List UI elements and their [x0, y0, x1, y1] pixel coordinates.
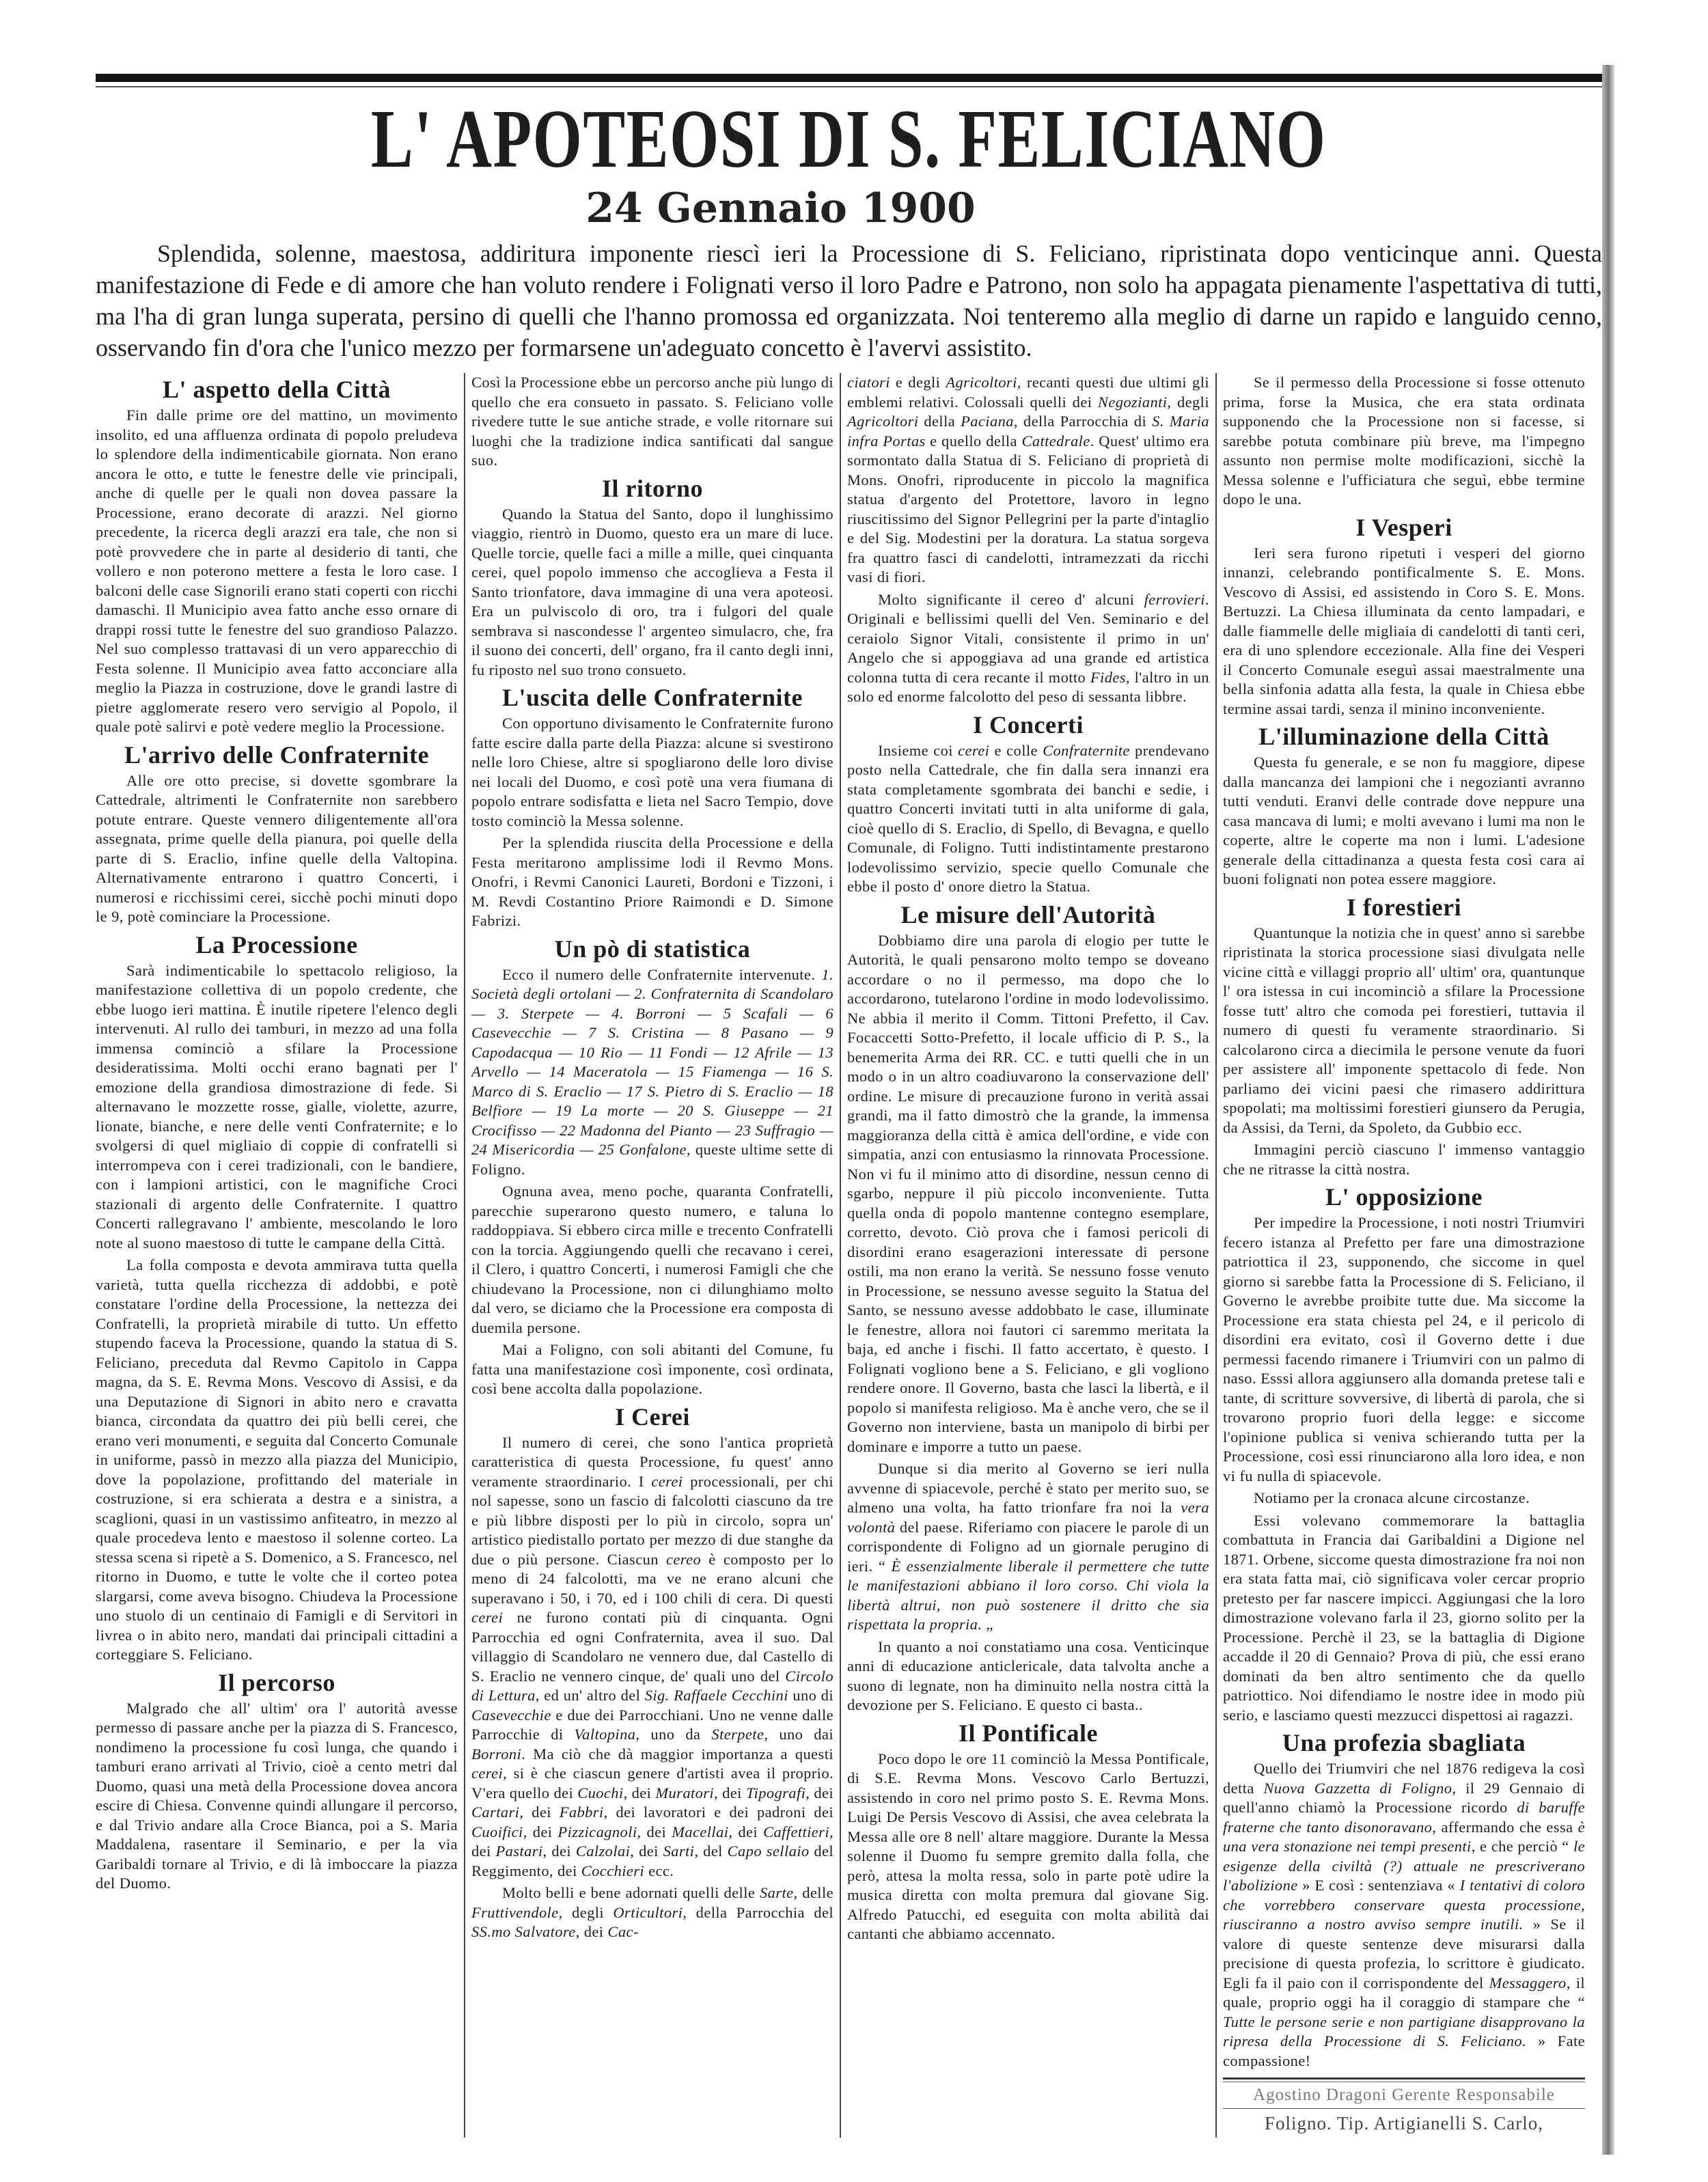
text-run: processionali, per chi nol sapesse, sono un fascio di falcolotti ciascuno da tre e più libbre disposti per lo più in circolo, sopra un' artistico piedistallo portato per mezzo di due stanghe da due o più persone. Ciascun — [471, 1472, 834, 1568]
article-paragraph — [1223, 1511, 1585, 1726]
article-paragraph — [1223, 1140, 1585, 1179]
text-run: , dei — [523, 1823, 558, 1840]
masthead-thin-rule — [96, 86, 1602, 87]
masthead-rule — [96, 74, 1602, 82]
text-run: , dei — [805, 1784, 834, 1801]
text-run: . Originali e bellissimi quelli del Ven. Seminario e del ceraiolo Signor Vitali, consistente il primo in un' Angelo che si appoggiava ad una grande ed artistica colonna tutta di cera recante il motto — [847, 590, 1209, 686]
italic-text: Casevecchie — [471, 1706, 551, 1724]
italic-text: 1. Società degli ortolani — 2. Confraternita di Scandolaro — 3. Sterpete — 4. Borroni — 5 Scafali — 6 Casevecchie — 7 S. Cristina — 8 Pasano — 9 Capodacqua — 10 Rio — 11 Fondi — 12 Afrile — 13 Arvello — 14 Maceratola — 15 Fiamenga — 16 S. Marco di S. Eraclio — 17 S. Pietro di S. Eraclio — 18 Belfiore — 19 La morte — 20 S. Giuseppe — 21 Crocifisso — 22 Madonna del Pianto — 23 Suffragio — 24 Misericordia — 25 Gonfalone — [471, 965, 834, 1158]
text-run: Malgrado che all' ultim' ora l' autorità avesse permesso di passare anche per la piazza di S. Francesco, nondimeno la processione fu così lunga, che quando i tamburi erano arrivati al Trivio, cioè a cento metri dal Duomo, quasi una metà della Processione dovea ancora escire di Chiesa. Convenne quindi allungare il percorso, e dal Trivio andare alla Croce Bianca, poi a S. Maria Maddalena, rasentare il Seminario, e per la via Garibaldi tornare al Trivio, e di là imboccare la piazza del Duomo. — [96, 1699, 458, 1892]
column-divider — [840, 373, 841, 2138]
text-run: Molto belli e bene adornati quelli delle — [502, 1884, 760, 1901]
text-run: Dunque si dia merito al Governo se ieri nulla avvenne di spiacevole, perché è stato per merito suo, se almeno una volta, ha fatto trionfare fra noi la — [847, 1460, 1209, 1516]
text-run: Fin dalle prime ore del mattino, un movimento insolito, ed una affluenza ordinata di popolo preludeva lo splendore della indimenticabile giornata. Non erano ancora le otto, e tutte le fenestre delle vie principali, anche di quelle per le quali non dovea passare la Processione, erano decorate di arazzi. Nel giorno precedente, la ricerca degli arazzi era tale, che non si potè provvedere che in parte al desiderio di tanti, che vollero e non poterono mettere a festa le loro case. I balconi delle case Signorili erano stati coperti con ricchi damaschi. Il Municipio avea fatto anche esso ornare di drappi rossi tutte le fenestre del suo grandioso Palazzo. Nel suo complesso trattavasi di un vero apparecchio di Festa solenne. Il Municipio avea fatto acconciare alla meglio la Piazza in costruzione, dove le grandi lastre di pietre agglomerate resero vero servigio al Popolo, il quale potè salirvi e potè vedere meglio la Processione. — [96, 406, 458, 735]
section-heading: Il Pontificale — [959, 1719, 1098, 1747]
text-run: Ecco il numero delle Confraternite intervenute. — [502, 965, 822, 983]
italic-text: di baruffe fraterne che tanto disonoravano — [1223, 1799, 1585, 1836]
article-paragraph — [1223, 924, 1585, 1138]
text-run: , degli — [1167, 393, 1209, 411]
article-paragraph — [96, 406, 458, 737]
italic-text: Messaggero — [1489, 1974, 1567, 1991]
italic-text: cereo — [666, 1550, 702, 1568]
column-2 — [471, 373, 834, 2138]
article-paragraph — [471, 965, 834, 1180]
text-run: Il numero di cerei, che sono l'antica proprietà caratteristica di questa Processione, fu quest' anno veramente straordinario. I — [471, 1433, 834, 1490]
section-heading: I Vesperi — [1355, 513, 1452, 541]
text-run: , ed un' altro del — [535, 1687, 645, 1704]
page-title — [96, 93, 1602, 185]
text-run: e quello della — [925, 432, 1022, 450]
italic-text: Cuoifici — [471, 1823, 523, 1840]
text-run: In quanto a noi constatiamo una cosa. Venticinque anni di educazione anticlericale, data talvolta anche a suono di legnate, non ha diminuito nella nostra città la devozione per S. Feliciano. E questo ci basta.. — [847, 1638, 1209, 1713]
italic-text: Negozianti — [1097, 393, 1168, 411]
italic-text: Pastari — [495, 1842, 543, 1860]
italic-text: Circolo di Lettura — [471, 1667, 834, 1704]
italic-text: Orticultori — [613, 1903, 683, 1921]
text-run: e due dei Parrocchiani. Uno ne venne dalle Parrocchie di — [471, 1706, 834, 1743]
section-heading: L'uscita delle Confraternite — [502, 684, 803, 711]
text-run: » E così : sentenziava « — [1297, 1877, 1460, 1894]
text-run: , dei — [542, 1842, 576, 1860]
text-run: del paese. Riferiamo con piacere le parole di un corrispondente di Foligno ad un giornale perugino di ieri. “ — [847, 1518, 1209, 1575]
italic-text: Tipografi — [745, 1784, 806, 1801]
text-run: , dei — [630, 1842, 663, 1860]
text-run: , recanti questi due ultimi gli emblemi relativi. Colossali quelli dei — [847, 374, 1209, 411]
italic-text: Calzolai — [575, 1842, 631, 1860]
column-3 — [847, 373, 1209, 2138]
text-run: Quando la Statua del Santo, dopo il lunghissimo viaggio, rientrò in Duomo, questo era un mare di luce. Quelle torcie, quelle faci a mille a mille, quei cinquanta cerei, quel popolo immenso che accoglieva a Festa il Santo trionfatore, dava immagine di una vera apoteosi. Era un pulviscolo di oro, tra i fulgori del quale sembrava si nascondesse l' argenteo simulacro, che, fra il suono dei concerti, dell' organo, fra il canto degli inni, fu riposto nel suo trono consueto. — [471, 505, 834, 678]
article-paragraph — [1223, 753, 1585, 889]
text-run: e colle — [989, 741, 1043, 759]
italic-text: Agricoltori — [946, 374, 1017, 391]
italic-text: Paciana — [961, 413, 1014, 430]
text-run: , queste ultime sette di Foligno. — [471, 1141, 834, 1178]
article-paragraph — [471, 714, 834, 831]
section-heading: L'arrivo delle Confraternite — [124, 741, 429, 769]
article-paragraph — [471, 1433, 834, 1881]
article-paragraph — [1223, 1759, 1585, 2071]
text-run: della — [918, 413, 961, 430]
italic-text: vera volontà — [847, 1499, 1209, 1536]
italic-text: Sterpete — [711, 1726, 765, 1743]
text-run: ne furono contati più di cinquanta. Ogni Parrocchia ed ogni Confraternita, avea il suo. Dal villaggio di Scandolaro ne vennero due, dal Castello di S. Eraclio ne vennero cinque, de' quali uno del — [471, 1609, 834, 1685]
italic-text: Sig. Raffaele Cecchini — [644, 1687, 788, 1704]
column-4-body — [1223, 373, 1585, 2071]
section-heading: La Processione — [195, 930, 358, 958]
italic-text: Cuochi — [577, 1784, 624, 1801]
article-paragraph — [471, 373, 834, 471]
text-run: , degli — [558, 1903, 614, 1921]
text-run: , il 29 Gennaio di quell'anno chiamò la Processione ricordo — [1223, 1779, 1585, 1816]
italic-text: Valtopina — [574, 1726, 636, 1743]
text-run: ecc. — [644, 1862, 674, 1879]
text-run: , della Parrocchia del — [683, 1903, 834, 1921]
italic-text: Fabbri — [559, 1804, 604, 1821]
article-paragraph — [471, 1340, 834, 1399]
text-run: » Fate compassione! — [1223, 2032, 1585, 2069]
text-run: Immagini perciò ciascuno l' immenso vantaggio che ne ritrasse la città nostra. — [1223, 1141, 1585, 1178]
italic-text: cerei — [651, 1472, 683, 1490]
text-run: Per la splendida riuscita della Processione e della Festa meritarono amplissime lodi il Revmo Mons. Onofri, i Revmi Canonici Laureti, Bordoni e Tizzoni, i M. Revdi Costantino Priore Raimondi e D. Simone Fabrizi. — [471, 834, 834, 929]
article-paragraph — [847, 741, 1209, 897]
section-heading: I forestieri — [1346, 893, 1462, 921]
italic-text: Fruttivendole — [471, 1903, 559, 1921]
text-run: Sarà indimenticabile lo spettacolo religioso, la manifestazione collettiva di un popolo credente, che ebbe luogo ieri mattina. È inutile ripetere l'elenco degli intervenuti. Al rullo dei tamburi, in mezzo ad una folla immensa cominciò a sfilare la Processione desideratissima. Molti occhi erano bagnati per l' emozione della grandiosa dimostrazione di fede. Si alternavano le mozzette rosse, gialle, violette, azurre, lionate, bianche, e nere delle venti Confraternite; e lo svolgersi di quel migliaio di coppie di confratelli si interrompeva con i cerei tradizionali, con le bandiere, con i lampioni artistici, con le magnifiche Croci stazionali di argento delle Confraternite. I quattro Concerti rallegravano l' ambiente, mescolando le loro note al suono maestoso di tutte le campane della Città. — [96, 961, 458, 1252]
footer-rule — [1223, 2077, 1585, 2082]
article-paragraph — [1223, 544, 1585, 719]
text-run: , dei — [728, 1823, 764, 1840]
italic-text: Macellai — [672, 1823, 729, 1840]
article-paragraph — [96, 1256, 458, 1665]
italic-text: I tentativi di coloro che vorrebbero conservare questa processione, riusciranno a nostro avviso sempre inutili. — [1223, 1877, 1585, 1933]
column-1 — [96, 373, 458, 2138]
text-run: , il quale, proprio oggi ha il coraggio di stampare che “ — [1223, 1974, 1585, 2011]
article-paragraph — [1223, 1489, 1585, 1508]
italic-text: cerei — [471, 1609, 504, 1626]
section-heading: L'illuminazione della Città — [1258, 723, 1549, 750]
issue-date: 24 Gennaio 1900 — [586, 184, 976, 232]
italic-text: Sarti — [663, 1842, 695, 1860]
text-run: , affermando che essa — [1432, 1818, 1578, 1836]
text-run: . Quest' ultimo era sormontato dalla Statua di S. Feliciano di proprietà di Mons. Onofri, riproducente in piccolo la magnifica statua d'argento del Protettore, lavoro in legno riuscitissimo del Signor Pellegrini per la parte d'intaglio e del Sig. Modestini per la doratura. La statua sorgeva fra quattro fasci di candelotti, intramezzati da ricchi vasi di fiori. — [847, 432, 1209, 585]
text-run: Insieme coi — [878, 741, 959, 759]
text-run: , uno dai — [764, 1726, 834, 1743]
text-run: , l'altro in un solo ed enorme falcolotto del peso di sessanta libbre. — [847, 668, 1210, 705]
article-paragraph — [847, 931, 1209, 1457]
italic-text: Cartari — [471, 1804, 520, 1821]
text-run: Notiamo per la cronaca alcune circostanze. — [1254, 1489, 1530, 1506]
text-run: Quello dei Triumviri che nel 1876 redigeva la così detta — [1223, 1760, 1585, 1797]
article-paragraph — [847, 373, 1209, 588]
article-columns — [96, 373, 1602, 2138]
page-title-text: L' APOTEOSI DI S. FELICIANO — [371, 93, 1327, 185]
text-run: , uno da — [635, 1726, 712, 1743]
text-run: , e che perciò “ — [1471, 1838, 1573, 1855]
newspaper-page — [96, 0, 1602, 2179]
text-run: , della Parrocchia di — [1013, 413, 1153, 430]
text-run: Ognuna avea, meno poche, quaranta Confratelli, parecchie superarono questo numero, e taluna lo raddoppiava. Si ebbero circa mille e trecento Confratelli con la torcia. Aggiungendo quelli che recavano i cerei, il Clero, i quattro Concerti, i numerosi Famigli che che chiudevano la Processione, non ci dilunghiamo molto dal vero, se diciamo che la Processione era composta di duemila persone. — [471, 1183, 834, 1336]
italic-text: Pizzicagnoli — [557, 1823, 637, 1840]
article-paragraph — [471, 1182, 834, 1338]
italic-text: Cattedrale — [1021, 432, 1090, 450]
text-run: , dei — [519, 1804, 560, 1821]
article-paragraph — [471, 1883, 834, 1942]
italic-text: le esigenze della civiltà (?) attuale ne prescriverano l'abolizione — [1223, 1838, 1586, 1894]
text-run: , dei — [575, 1923, 608, 1940]
text-run: , dei — [714, 1784, 746, 1801]
italic-text: Caffettieri — [763, 1823, 829, 1840]
italic-text: cerei — [958, 741, 990, 759]
italic-text: Fides — [1090, 668, 1126, 686]
italic-text: ciatori — [847, 374, 890, 391]
italic-text: Nuova Gazzetta di Foligno — [1263, 1779, 1452, 1797]
footer-printer: Foligno. Tip. Artigianelli S. Carlo, — [1264, 2113, 1544, 2133]
italic-text: Tutte le persone serie e non partigiane disapprovano la ripresa della Processione di S. Feliciano. — [1223, 2013, 1585, 2049]
article-paragraph — [471, 505, 834, 680]
article-paragraph — [1223, 1213, 1585, 1486]
italic-text: Confraternite — [1043, 741, 1130, 759]
text-run: » Se il valore di queste sentenze deve misurarsi dalla precisione di questa profezia, lo scrittore è giudicato. Egli fa il paio con il corrispondente del — [1223, 1916, 1585, 1991]
article-paragraph — [847, 1638, 1209, 1715]
text-run: Quantunque la notizia che in quest' anno si sarebbe ripristinata la storica processione siasi divulgata nelle vicine città e villaggi proprio all' ultim' ora, quantunque l' ora istessa in cui incominciò a sfilare la Processione fosse tutt' altro che comoda pei forestieri, tuttavia il numero di questi fu veramente straordinario. Si calcolarono circa a diecimila le persone venute da fuori per assistere all' imponente spettacolo di fede. Non parliamo dei vicini paesi che rimasero addirittura spopolati; ma moltissimi forestieri giunsero da Perugia, da Assisi, da Terni, da Spoleto, da Gubbio ecc. — [1223, 924, 1585, 1136]
footer-editor: Agostino Dragoni Gerente Responsabile — [1253, 2086, 1555, 2104]
article-paragraph — [471, 833, 834, 931]
article-paragraph — [96, 771, 458, 927]
italic-text: SS.mo Salvatore — [471, 1923, 576, 1940]
section-heading: Il percorso — [218, 1668, 335, 1696]
text-run: , dei — [637, 1823, 672, 1840]
italic-text: S. Maria infra Portas — [847, 413, 1210, 450]
column-divider — [464, 373, 465, 2138]
text-run: Ieri sera furono ripetuti i vesperi del giorno innanzi, celebrando pontificalmente S. E. Mons. Vescovo di Assisi, ed assistendo in Coro S. E. Mons. Bertuzzi. La Chiesa illuminata da cento lampadari, e dalle fiammelle delle migliaia di candelotti di tanti ceri, era di uno splendore eccezionale. Alla fine dei Vesperi il Concerto Comunale eseguì assai maestralmente una bella sinfonia adatta alla festa, la quale in Chiesa ebbe termine assai tardi, senza il minino inconveniente. — [1223, 544, 1585, 717]
italic-text: Sarte — [760, 1884, 794, 1901]
text-run: , dei — [623, 1784, 656, 1801]
section-heading: L' opposizione — [1325, 1183, 1483, 1211]
text-run: del Reggimento, dei — [471, 1842, 834, 1879]
section-heading: Il ritorno — [602, 474, 703, 502]
footer-imprint — [1223, 2077, 1585, 2138]
text-run: Mai a Foligno, con soli abitanti del Comune, fu fatta una manifestazione così imponente, così ordinata, così bene accolta dalla popolazione. — [471, 1341, 834, 1397]
text-run: . Ma ciò che dà maggior importanza a questi — [521, 1745, 834, 1763]
text-run: Per impedire la Processione, i noti nostri Triumviri fecero istanza al Prefetto per fare una dimostrazione patriottica il 23, supponendo, che siccome in quel giorno si sarebbe fatta la Processione di S. Feliciano, il Governo le avrebbe proibite tutte due. Ma siccome la Processione era stata chiesta pel 24, e il pericolo di disordini era evitato, così il Governo dette i due permessi facendo rimanere i Triumviri con un palmo di naso. Esssi allora aggiunsero alla domanda pretese tali e tante, di scritture sovversive, di libertà di parola, che si trovarono proprio fuori della legge: e siccome l'opinione publica si veniva schierando tutta per la Processione, così essi rinunciarono alla loro idea, e non vi fu nulla di spiacevole. — [1223, 1214, 1585, 1484]
section-heading: Un pò di statistica — [554, 935, 751, 963]
text-run: prendevano posto nella Cattedrale, che fin dalla sera innanzi era stata completamente sgombrata dei banchi e sedie, i quattro Concerti invitati tutti in alta uniforme di gala, cioè quello di S. Eraclio, di Spello, di Bevagna, e quello Comunale, di Foligno. Tutti indistintamente prestarono lodevolissimo servizio, specie quello Comunale che ebbe il posto d' onore dietro la Statua. — [847, 741, 1209, 895]
text-run: , dei — [471, 1823, 834, 1860]
italic-text: ferrovieri — [1144, 590, 1205, 608]
text-run: , dei lavoratori e dei padroni dei — [603, 1804, 834, 1821]
text-run: Molto significante il cereo d' alcuni — [878, 590, 1144, 608]
page-edge-shadow — [1602, 65, 1614, 2155]
italic-text: Capo sellaio — [727, 1842, 810, 1860]
italic-text: è una vera stonazione nei tempi presenti — [1223, 1818, 1585, 1855]
text-run: Alle ore otto precise, si dovette sgombrare la Cattedrale, altrimenti le Confraternite non sarebbero potute entrare. Queste vennero diligentemente all'ora assegnata, prime quelle della pianura, poi quelle della parte di S. Eraclio, infine quelle della Valtopina. Alternativamente entrarono i quattro Concerti, i numerosi e ricchissimi cerei, sicchè pochi minuti dopo le 9, potè cominciare la Processione. — [96, 771, 458, 925]
text-run: Poco dopo le ore 11 cominciò la Messa Pontificale, di S.E. Revma Mons. Vescovo Carlo Bertuzzi, assistendo in coro nel primo posto S. E. Revma Mons. Luigi De Persis Vescovo di Assisi, che avea celebrata la Messa alle ore 8 nell' altare maggiore. Durante la Messa solenne il Duomo fu sempre gremito dalla folla, che però, attesa la molta ressa, solo in parte potè udire la musica diretta con molta premura dal giovane Sig. Alfredo Patucchi, ed eseguita con molta abilità dai cantanti che abbiamo accennato. — [847, 1750, 1209, 1942]
italic-text: Agricoltori — [847, 413, 919, 430]
article-paragraph — [96, 961, 458, 1254]
text-run: , delle — [793, 1884, 834, 1901]
italic-text: Muratori — [655, 1784, 715, 1801]
italic-text: È essenzialmente liberale il permettere che tutte le manifestazioni abbiano il loro corso. Chi viola la libertà altrui, non può sostenere il dritto che sia rispettata la propria. — [847, 1557, 1209, 1633]
text-run: , si è che ciascun genere d'artisti avea il proprio. V'era quello dei — [471, 1765, 834, 1801]
column-divider — [1215, 373, 1217, 2138]
text-run: uno di — [788, 1687, 834, 1704]
text-run: Con opportuno divisamento le Confraternite furono fatte escire dalla parte della Piazza: alcune si svestirono nelle loro Chiese, altre si spogliarono delle loro divise nei locali del Duomo, e così potè una vera fiumana di popolo entrare sodisfatta e lieta nel Sacro Tempio, dove tosto cominciò la Messa solenne. — [471, 715, 834, 829]
text-run: Dobbiamo dire una parola di elogio per tutte le Autorità, le quali pensarono molto tempo se doveano accordare o no il permesso, ma dopo che lo accordarono, tutelarono l'ordine in modo lodevolissimo. Ne abbia il merito il Comm. Tittoni Prefetto, il Cav. Focaccetti Sotto-Prefetto, il locale ufficio di P. S., la benemerita Arma dei RR. CC. e tutti quelli che in un modo o in un altro coadiuvarono la conservazione dell' ordine. Le misure di precauzione furono in verità assai grandi, ma il fatto dimostrò che la grande, la immensa maggioranza della città è amica dell'ordine, e vide con simpatia, anzi con entusiasmo la rinnovata Processione. Non vi fu il minimo atto di disordine, nessun cenno di sgarbo, neppure il più piccolo inconveniente. Tutta quella onda di popolo mantenne contegno esemplare, corretto, devoto. Ciò prova che i famosi pericoli di disordini erano esagerazioni interessate di persone ostili, ma non erano la verità. Se nessuno fosse venuto in Processione, se nessuno avesse seguito la Statua del Santo, se nessuno avesse addobbato le case, illuminate le fenestre, allora noi fautori ci saremmo meritata la baja, ed anche i fischi. Il fatto accertato, è questo. I Folignati vogliono bene a S. Feliciano, e gli vogliono rendere onore. Il Governo, basta che lasci la libertà, e il popolo si manifesta religioso. Ma è anche vero, che se il Governo non interviene, basta un manipolo di birbi per dominare e imporre a tutto un paese. — [847, 931, 1209, 1455]
section-heading: Le misure dell'Autorità — [900, 900, 1156, 928]
text-run: Essi volevano commemorare la battaglia combattuta in Francia dai Garibaldini a Digione nel 1871. Orbene, siccome questa dimostrazione fra noi non era stata fatta mai, ciò significava voler cercar proprio pretesto per far nascere impicci. Aggiungasi che la loro dimostrazione volevano farla il 23, giorno solito per la Processione. Perchè il 23, se la battaglia di Digione accadde il 20 di Gennaio? Prova di più, che essi erano dominati da ben altro sentimento che da quello patriottico. Noi difendiamo le nostre idee in modo più serio, e lasciamo questi mezzucci dispettosi ai ragazzi. — [1223, 1511, 1585, 1724]
italic-text: Cac- — [607, 1923, 639, 1940]
text-run: „ — [982, 1616, 993, 1633]
section-heading: I Concerti — [973, 710, 1084, 738]
article-paragraph — [847, 1459, 1209, 1635]
italic-text: Cocchieri — [581, 1862, 645, 1879]
text-run: Se il permesso della Processione si fosse ottenuto prima, forse la Musica, che era stata ordinata supponendo che la Processione non si facesse, si sarebbe potuta combinare più breve, ma l'impegno assunto non permise molte modificazioni, sicchè la Messa solenne e l'ufficiatura che seguì, ebbe termine dopo le una. — [1223, 374, 1585, 508]
text-run: La folla composta e devota ammirava tutta quella varietà, tutta quella ricchezza di addobbi, e potè constatare l'ordine della Processione, la nettezza dei Confratelli, la proprietà mirabile di tutto. Un effetto stupendo faceva la Processione, quando la statua di S. Feliciano, preceduta dal Revmo Capitolo in Cappa magna, da S. E. Revma Mons. Vescovo di Assisi, e da una Deputazione di Signori in abito nero e cravatta bianca, circondata da quattro dei più belli cerei, che erano veri monumenti, e seguita dal Concerto Comunale in uniforme, passò in mezzo alla piazza del Municipio, dove la popolazione, profittando del materiale in costruzione, si era schierata a destra e a sinistra, a scaglioni, quasi in un vastissimo anfiteatro, in mezzo al quale procedeva lento e maestoso il solenne corteo. La stessa scena si ripetè a S. Domenico, a S. Francesco, nel ritorno in Duomo, e tutte le volte che il corteo potea slargarsi, come aveva bisogno. Chiudeva la Processione uno stuolo di un centinaio di Famigli e di Servitori in livrea o in abito nero, mandati dai principali cittadini a corteggiare S. Feliciano. — [96, 1256, 458, 1663]
italic-text: cerei — [471, 1765, 504, 1782]
section-heading: Una profezia sbagliata — [1282, 1729, 1526, 1756]
intro-paragraph: Splendida, solenne, maestosa, addiritura imponente riescì ieri la Processione di S. Feliciano, ripristinata dopo venticinque anni. Questa manifestazione di Fede e di amore che han voluto rendere i Folignati verso il loro Padre e Patrono, non solo ha appagata pienamente l'aspettativa di tutti, ma l'ha di gran lunga superata, persino di quelli che l'hanno promossa ed organizzata. Noi tenteremo alla meglio di darne un rapido e languido cenno, osservando fin d'ora che l'unico mezzo per formarsene un'adeguato concetto è l'avervi assistito. — [96, 240, 1602, 361]
article-paragraph — [847, 590, 1209, 707]
italic-text: Borroni — [471, 1745, 522, 1763]
text-run: è composto per lo meno di 24 falcolotti, ma ve ne erano alcuni che superavano i 50, i 70, ed i 100 chili di cera. Di questi — [471, 1550, 834, 1607]
text-run: e degli — [890, 374, 946, 391]
column-4 — [1223, 373, 1585, 2138]
text-run: Questa fu generale, e se non fu maggiore, dipese dalla mancanza dei lampioni che i negozianti avranno tutti venduti. Eranvi delle contrade dove neppure una casa mancava di lumi; e molti avevano i lumi ma non le coperte, altre le coperte ma non i lumi. L'adesione generale della cittadinanza a questa festa così cara ai buoni folignati non potea essere maggiore. — [1223, 754, 1585, 887]
article-paragraph — [96, 1699, 458, 1894]
section-heading: L' aspetto della Città — [163, 376, 391, 403]
article-paragraph — [1223, 373, 1585, 510]
text-run: Così la Processione ebbe un percorso anche più lungo di quello che era consueto in passato. S. Feliciano volle rivedere tutte le sue antiche strade, e volle ritornare sui luoghi che la tradizione indica santificati dal sangue suo. — [471, 374, 834, 469]
article-paragraph — [847, 1750, 1209, 1944]
section-heading: I Cerei — [615, 1403, 690, 1431]
text-run: , del — [694, 1842, 728, 1860]
